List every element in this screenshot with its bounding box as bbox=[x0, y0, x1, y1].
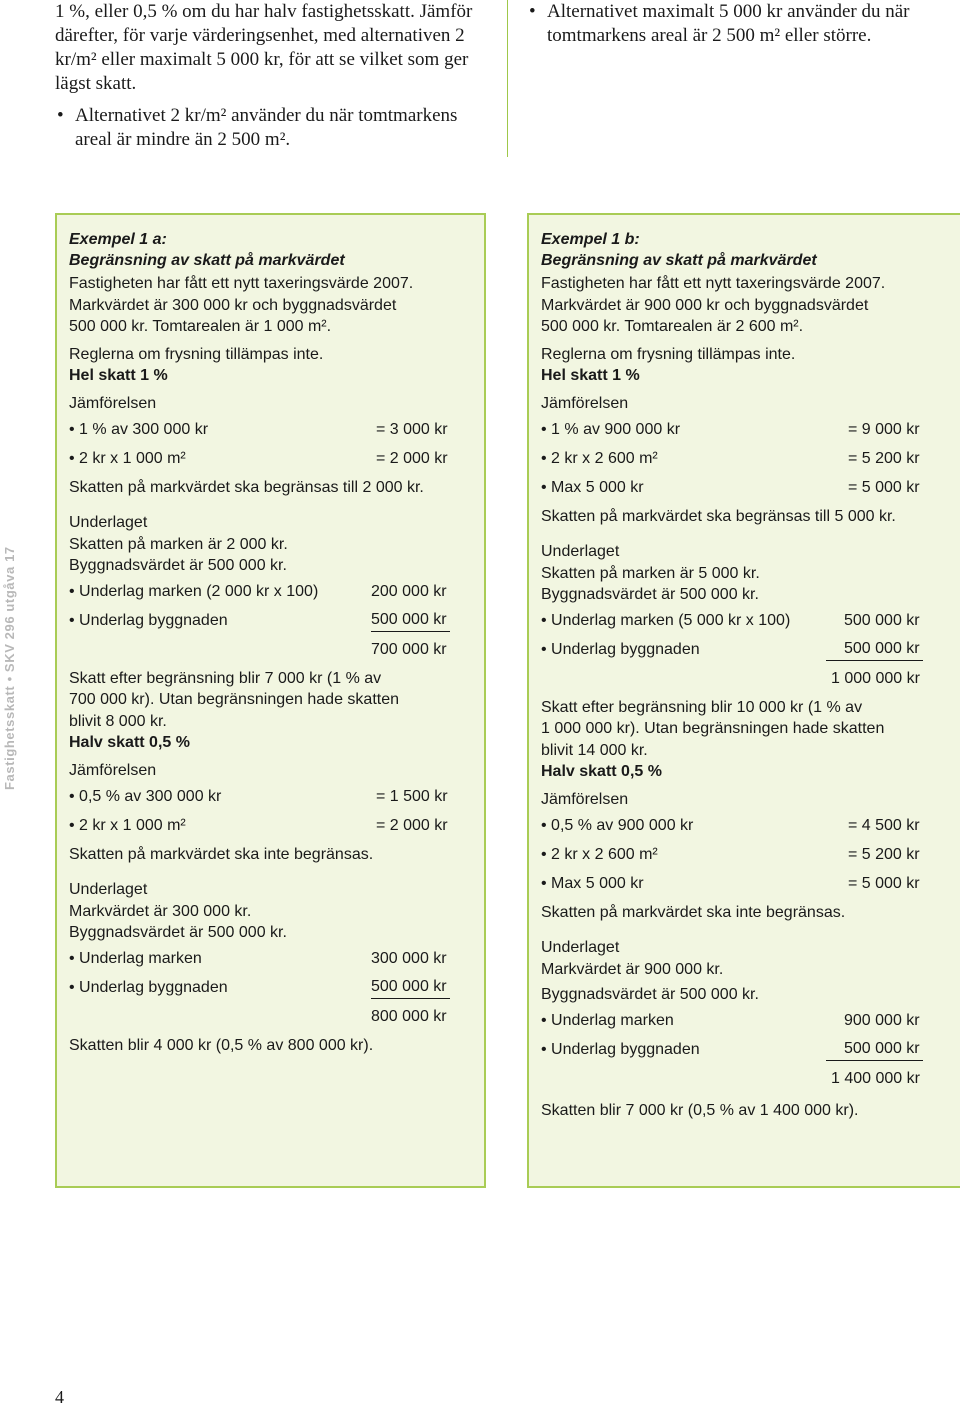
section-heading-full-tax: Hel skatt 1 % bbox=[69, 367, 168, 384]
basis-line: Byggnadsvärdet är 500 000 kr. bbox=[541, 986, 759, 1003]
basis-total: 700 000 kr bbox=[371, 640, 447, 658]
result-text: blivit 14 000 kr. bbox=[541, 741, 648, 759]
result-text: 1 000 000 kr). Utan begränsningen hade skatten bbox=[541, 720, 885, 737]
basis-line: Byggnadsvärdet är 500 000 kr. bbox=[69, 924, 287, 941]
example-1b-box bbox=[527, 213, 960, 1188]
comparison-row: • 1 % av 900 000 kr = 9 000 kr bbox=[541, 415, 960, 444]
result-text: Skatt efter begränsning blir 7 000 kr (1 % av bbox=[69, 669, 382, 687]
result-text: 700 000 kr). Utan begränsningen hade skatten bbox=[69, 691, 400, 708]
comparison-conclusion: Skatten på markvärdet ska inte begränsas. bbox=[541, 903, 846, 921]
basis-row: • Underlag byggnaden 500 000 kr bbox=[541, 635, 960, 664]
result-text: Skatten blir 4 000 kr (0,5 % av 800 000 kr). bbox=[69, 1036, 374, 1054]
basis-row: • Underlag byggnaden 500 000 kr bbox=[69, 973, 484, 1002]
intro-bullet-small-plot: • Alternativet 2 kr/m² använder du när tomtmarkens areal är mindre än 2 500 m². bbox=[55, 104, 495, 152]
section-heading-half-tax: Halv skatt 0,5 % bbox=[541, 763, 662, 780]
comparison-row: • 2 kr x 2 600 m² = 5 200 kr bbox=[541, 840, 960, 869]
section-heading-full-tax: Hel skatt 1 % bbox=[541, 367, 640, 384]
comparison-conclusion: Skatten på markvärdet ska inte begränsas. bbox=[69, 845, 374, 863]
example-desc: 500 000 kr. Tomtarealen är 2 600 m². bbox=[541, 318, 804, 335]
basis-line: Skatten på marken är 5 000 kr. bbox=[541, 564, 760, 582]
example-subtitle: Begränsning av skatt på markvärdet bbox=[541, 252, 817, 269]
example-desc: Markvärdet är 300 000 kr och byggnadsvärdet bbox=[69, 296, 397, 314]
basis-total: 1 000 000 kr bbox=[831, 669, 920, 687]
basis-heading: Underlaget bbox=[69, 514, 148, 531]
basis-row: • Underlag marken (5 000 kr x 100) 500 000 kr bbox=[541, 606, 960, 635]
example-rule: Reglerna om frysning tillämpas inte. bbox=[541, 345, 796, 363]
result-text: Skatten blir 7 000 kr (0,5 % av 1 400 000 kr). bbox=[541, 1101, 859, 1119]
intro-right-column bbox=[527, 0, 947, 48]
comparison-heading: Jämförelsen bbox=[541, 791, 629, 808]
comparison-heading: Jämförelsen bbox=[69, 762, 157, 779]
basis-heading: Underlaget bbox=[541, 543, 620, 560]
example-desc: 500 000 kr. Tomtarealen är 1 000 m². bbox=[69, 318, 332, 335]
comparison-row: • 0,5 % av 300 000 kr = 1 500 kr bbox=[69, 782, 484, 811]
comparison-conclusion: Skatten på markvärdet ska begränsas till 2 000 kr. bbox=[69, 478, 424, 496]
comparison-row: • 1 % av 300 000 kr = 3 000 kr bbox=[69, 415, 484, 444]
intro-paragraph: 1 %, eller 0,5 % om du har halv fastighetsskatt. Jämför därefter, för varje värderingsenhet, med alternativen 2 kr/m² eller maximalt 5 000 kr, för att se vilket som ger lägst skatt. bbox=[55, 1, 473, 94]
comparison-row: • Max 5 000 kr = 5 000 kr bbox=[541, 869, 960, 898]
sidebar-publication-label: Fastighetsskatt • SKV 296 utgåva 17 bbox=[2, 546, 17, 790]
basis-row: • Underlag marken 300 000 kr bbox=[69, 944, 484, 973]
example-1a-box bbox=[55, 213, 486, 1188]
comparison-heading: Jämförelsen bbox=[69, 395, 157, 412]
example-title: Exempel 1 a: bbox=[69, 231, 167, 248]
example-subtitle: Begränsning av skatt på markvärdet bbox=[69, 252, 345, 269]
page-number: 4 bbox=[55, 1387, 64, 1407]
result-text: blivit 8 000 kr. bbox=[69, 712, 167, 730]
basis-line: Byggnadsvärdet är 500 000 kr. bbox=[69, 557, 287, 574]
basis-total: 800 000 kr bbox=[371, 1007, 447, 1025]
intro-left-column bbox=[55, 0, 495, 152]
basis-heading: Underlaget bbox=[69, 881, 148, 898]
basis-row: • Underlag marken (2 000 kr x 100) 200 000 kr bbox=[69, 577, 484, 606]
comparison-row: • 2 kr x 2 600 m² = 5 200 kr bbox=[541, 444, 960, 473]
result-text: Skatt efter begränsning blir 10 000 kr (1 % av bbox=[541, 698, 863, 716]
comparison-row: • 2 kr x 1 000 m² = 2 000 kr bbox=[69, 811, 484, 840]
basis-line: Skatten på marken är 2 000 kr. bbox=[69, 535, 288, 553]
basis-total: 1 400 000 kr bbox=[831, 1069, 920, 1087]
comparison-heading: Jämförelsen bbox=[541, 395, 629, 412]
example-title: Exempel 1 b: bbox=[541, 231, 640, 248]
comparison-row: • 0,5 % av 900 000 kr = 4 500 kr bbox=[541, 811, 960, 840]
comparison-conclusion: Skatten på markvärdet ska begränsas till 5 000 kr. bbox=[541, 507, 896, 525]
basis-row: • Underlag byggnaden 500 000 kr bbox=[69, 606, 484, 635]
basis-heading: Underlaget bbox=[541, 939, 620, 956]
basis-row: • Underlag marken 900 000 kr bbox=[541, 1006, 960, 1035]
basis-row: • Underlag byggnaden 500 000 kr bbox=[541, 1035, 960, 1064]
intro-bullet-large-plot: • Alternativet maximalt 5 000 kr använder du när tomtmarkens areal är 2 500 m² eller större. bbox=[527, 0, 947, 48]
section-heading-half-tax: Halv skatt 0,5 % bbox=[69, 734, 190, 751]
column-divider bbox=[507, 0, 508, 157]
comparison-row: • 2 kr x 1 000 m² = 2 000 kr bbox=[69, 444, 484, 473]
comparison-row: • Max 5 000 kr = 5 000 kr bbox=[541, 473, 960, 502]
basis-line: Markvärdet är 900 000 kr. bbox=[541, 960, 724, 978]
example-desc: Fastigheten har fått ett nytt taxeringsvärde 2007. bbox=[541, 275, 886, 292]
basis-line: Byggnadsvärdet är 500 000 kr. bbox=[541, 586, 759, 603]
example-desc: Markvärdet är 900 000 kr och byggnadsvärdet bbox=[541, 296, 869, 314]
basis-line: Markvärdet är 300 000 kr. bbox=[69, 902, 252, 920]
example-desc: Fastigheten har fått ett nytt taxeringsvärde 2007. bbox=[69, 275, 414, 292]
example-rule: Reglerna om frysning tillämpas inte. bbox=[69, 345, 324, 363]
